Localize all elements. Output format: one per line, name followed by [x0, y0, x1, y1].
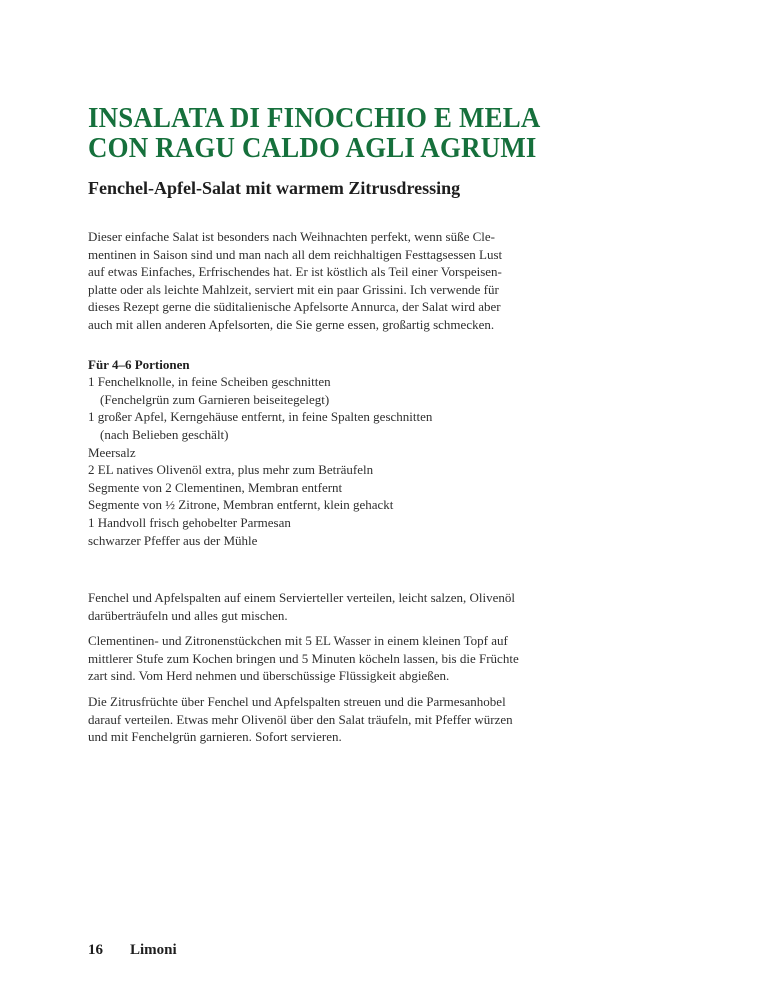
intro-line: Dieser einfache Salat ist besonders nach Weihnachten perfekt, wenn süße Cle- — [88, 229, 495, 244]
step-line: und mit Fenchelgrün garnieren. Sofort servieren. — [88, 729, 342, 745]
step-line: mittlerer Stufe zum Kochen bringen und 5 Minuten köcheln lassen, bis die Früchte — [88, 650, 519, 666]
page-footer — [88, 940, 177, 960]
recipe-title — [88, 103, 541, 164]
ingredient-note: (nach Belieben geschält) — [100, 426, 229, 442]
step-line: darüberträufeln und alles gut mischen. — [88, 607, 288, 623]
method-step-2 — [88, 632, 528, 685]
intro-paragraph — [88, 228, 528, 334]
step-line: Fenchel und Apfelspalten auf einem Servierteller verteilen, leicht salzen, Olivenöl — [88, 590, 516, 606]
step-line: Clementinen- und Zitronenstückchen mit 5 EL Wasser in einem kleinen Topf auf — [88, 633, 508, 649]
intro-line: dieses Rezept gerne die süditalienische Apfelsorte Annurca, der Salat wird aber — [88, 299, 501, 315]
ingredient-item: Segmente von ½ Zitrone, Membran entfernt, klein gehackt — [88, 497, 394, 513]
recipe-title-line-2: CON RAGU CALDO AGLI AGRUMI — [88, 133, 537, 164]
ingredient-item: schwarzer Pfeffer aus der Mühle — [88, 532, 258, 548]
recipe-title-line-1: INSALATA DI FINOCCHIO E MELA — [88, 103, 541, 134]
recipe-page — [88, 103, 541, 754]
ingredient-note: (Fenchelgrün zum Garnieren beiseitegelegt) — [100, 391, 330, 407]
page-number: 16 — [88, 942, 103, 958]
method-step-1 — [88, 589, 528, 624]
intro-line: auch mit allen anderen Apfelsorten, die Sie gerne essen, großartig schmecken. — [88, 316, 495, 332]
intro-line: auf etwas Einfaches, Erfrischendes hat. Er ist köstlich als Teil einer Vorspeisen- — [88, 264, 502, 280]
ingredient-item: Segmente von 2 Clementinen, Membran entfernt — [88, 479, 343, 495]
ingredient-item: 2 EL natives Olivenöl extra, plus mehr zum Beträufeln — [88, 462, 374, 478]
recipe-subtitle: Fenchel-Apfel-Salat mit warmem Zitrusdressing — [88, 178, 461, 198]
method-step-3 — [88, 693, 528, 746]
ingredient-item: Meersalz — [88, 444, 136, 460]
servings-heading: Für 4–6 Portionen — [88, 356, 190, 372]
step-line: Die Zitrusfrüchte über Fenchel und Apfelspalten streuen und die Parmesanhobel — [88, 694, 506, 710]
step-line: zart sind. Vom Herd nehmen und überschüssige Flüssigkeit abgießen. — [88, 668, 450, 684]
step-line: darauf verteilen. Etwas mehr Olivenöl über den Salat träufeln, mit Pfeffer würzen — [88, 711, 513, 727]
method-steps — [88, 589, 528, 746]
ingredients-list — [88, 356, 528, 550]
ingredient-item: 1 Handvoll frisch gehobelter Parmesan — [88, 514, 291, 530]
ingredient-item: 1 großer Apfel, Kerngehäuse entfernt, in feine Spalten geschnitten — [88, 409, 433, 425]
intro-line: mentinen in Saison sind und man nach all dem reichhaltigen Festtagsessen Lust — [88, 246, 503, 262]
intro-line: platte oder als leichte Mahlzeit, serviert mit ein paar Grissini. Ich verwende für — [88, 281, 499, 297]
ingredient-item: 1 Fenchelknolle, in feine Scheiben geschnitten — [88, 374, 331, 390]
book-title: Limoni — [130, 942, 177, 958]
